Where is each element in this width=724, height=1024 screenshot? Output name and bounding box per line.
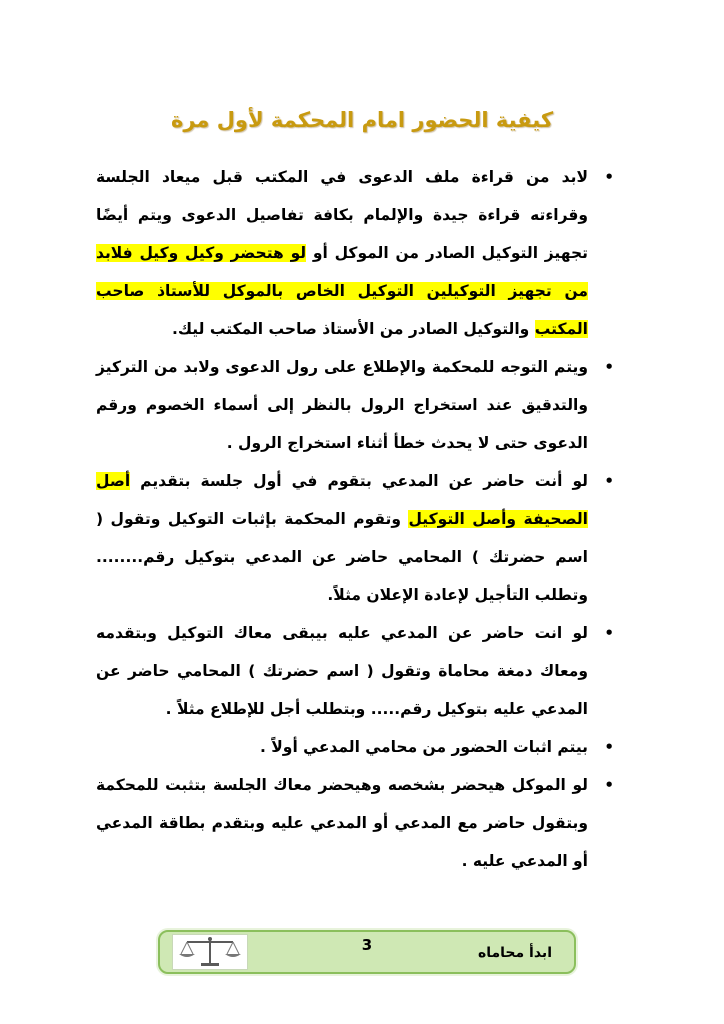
bullet-icon: • bbox=[604, 168, 614, 186]
bullet-text: وتقوم المحكمة بإثبات التوكيل وتقول ( اسم حضرتك ) المحامي حاضر عن المدعي بتوكيل رقم........ وتطلب التأجيل لإعادة الإعلان مثلاً. bbox=[96, 510, 588, 604]
bullet-icon: • bbox=[604, 472, 614, 490]
list-item bbox=[96, 348, 616, 462]
bullet-list bbox=[96, 158, 616, 880]
bullet-icon: • bbox=[604, 738, 614, 756]
page-number: 3 bbox=[361, 936, 373, 954]
page-footer bbox=[158, 930, 576, 974]
bullet-text: والتوكيل الصادر من الأستاذ صاحب المكتب ليك. bbox=[171, 320, 535, 338]
list-item bbox=[96, 462, 616, 614]
bullet-text: لو انت حاضر عن المدعي عليه بيبقى معاك التوكيل وبتقدمه ومعاك دمغة محاماة وتقول ( اسم حضرتك ) المحامي حاضر عن المدعي عليه بتوكيل رقم..... وبتطلب أجل للإطلاع مثلاً . bbox=[96, 624, 588, 718]
document-body bbox=[96, 158, 616, 880]
list-item bbox=[96, 728, 616, 766]
bullet-icon: • bbox=[604, 358, 614, 376]
bullet-text: لابد من قراءة ملف الدعوى في المكتب قبل ميعاد الجلسة وقراءته قراءة جيدة والإلمام بكافة تفاصيل الدعوى ويتم أيضًا تجهيز التوكيل الصادر من الموكل أو bbox=[96, 168, 588, 262]
list-item bbox=[96, 766, 616, 880]
list-item bbox=[96, 614, 616, 728]
footer-caption: ابدأ محاماه bbox=[477, 945, 552, 961]
page-title: كيفية الحضور امام المحكمة لأول مرة bbox=[170, 108, 554, 132]
bullet-icon: • bbox=[604, 776, 614, 794]
bullet-text: بيتم اثبات الحضور من محامي المدعي أولاً . bbox=[259, 738, 588, 756]
bullet-text: ويتم التوجه للمحكمة والإطلاع على رول الدعوى ولابد من التركيز والتدقيق عند استخراج الرول بالنظر إلى أسماء الخصوم ورقم الدعوى حتى لا يحدث خطأ أثناء استخراج الرول . bbox=[96, 358, 588, 452]
highlighted-text: أصل الصحيفة وأصل التوكيل bbox=[96, 472, 588, 528]
bullet-text: لو الموكل هيحضر بشخصه وهيحضر معاك الجلسة بتثبت للمحكمة وبتقول حاضر مع المدعي أو المدعي عليه وبتقدم بطاقة المدعي أو المدعي عليه . bbox=[96, 776, 588, 870]
highlighted-text: لو هتحضر وكيل وكيل فلابد من تجهيز التوكيلين التوكيل الخاص بالموكل للأستاذ صاحب المكتب bbox=[96, 244, 588, 338]
bullet-icon: • bbox=[604, 624, 614, 642]
bullet-text: لو أنت حاضر عن المدعي بتقوم في أول جلسة بتقديم bbox=[130, 472, 588, 490]
list-item bbox=[96, 158, 616, 348]
